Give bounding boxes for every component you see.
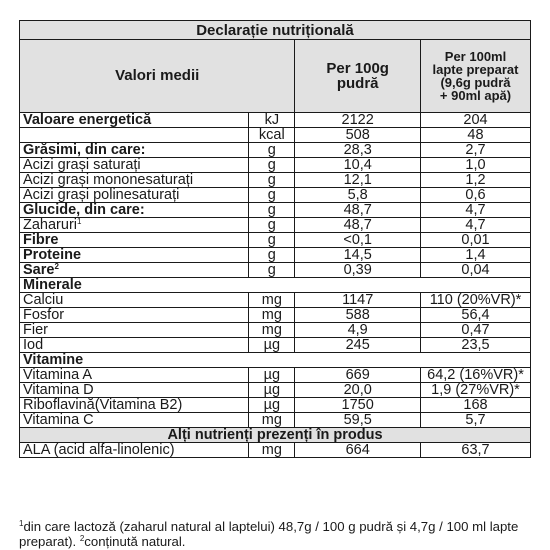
nutrient-unit [249,338,295,353]
value-per-100ml-text: 48 [467,127,484,143]
value-per-100ml-text: 4,7 [465,217,486,233]
value-per-100g-text: 12,1 [343,172,372,188]
nutrient-name [20,413,249,428]
value-per-100g-text: 59,5 [343,412,372,428]
value-per-100g-text: 5,8 [347,187,368,203]
table-row [20,368,531,383]
value-per-100g-text: 664 [345,442,370,458]
nutrient-name [20,173,249,188]
minerals-section [20,278,531,293]
nutrient-name-text: Iod [23,337,44,353]
table-row [20,233,531,248]
value-per-100g-text: 1147 [342,292,374,308]
value-per-100g [295,293,421,308]
nutrient-unit [249,113,295,128]
value-per-100ml-text: 23,5 [461,337,490,353]
nutrient-unit-text: g [267,217,276,233]
nutrient-name [20,203,249,218]
nutrient-unit [249,128,295,143]
value-per-100ml-text: 5,7 [465,412,486,428]
value-per-100ml-text: 4,7 [465,202,486,218]
value-per-100ml-text: 1,9 (27%VR)* [431,382,520,398]
table-row [20,173,531,188]
nutrient-unit [249,443,295,458]
nutrient-name-text: Acizi grași mononesaturați [23,172,194,188]
value-per-100g [295,338,421,353]
nutrient-unit-text: mg [261,412,282,428]
value-per-100ml [421,233,531,248]
table-row [20,293,531,308]
value-per-100g [295,128,421,143]
table-row [20,128,531,143]
header-per-100ml-line3: (9,6g pudră [440,75,511,90]
value-per-100g-text: 28,3 [343,142,372,158]
nutrient-name-text: ALA (acid alfa-linolenic) [23,442,175,458]
nutrient-unit [249,293,295,308]
value-per-100g [295,413,421,428]
nutrient-name [20,188,249,203]
value-per-100ml [421,383,531,398]
value-per-100g [295,248,421,263]
value-per-100ml [421,293,531,308]
nutrient-unit-text: g [267,172,276,188]
nutrient-unit [249,398,295,413]
nutrient-unit-text: g [267,262,276,278]
footnote-text-2: conținută natural. [84,534,186,549]
nutrient-name-text: Zaharuri [23,217,77,233]
table-row [20,143,531,158]
nutrient-unit [249,413,295,428]
nutrient-name [20,128,249,143]
table-row [20,113,531,128]
table-row [20,188,531,203]
value-per-100ml [421,308,531,323]
footnote-ref: 1 [77,217,82,226]
nutrient-unit [249,143,295,158]
value-per-100ml [421,113,531,128]
vitamins-list [20,368,531,428]
nutrient-unit-text: g [267,157,276,173]
table-row [20,413,531,428]
value-per-100ml-text: 2,7 [465,142,486,158]
value-per-100g-text: 48,7 [343,202,372,218]
nutrient-name [20,218,249,233]
table-row [20,398,531,413]
nutrient-unit [249,248,295,263]
value-per-100g [295,113,421,128]
nutrient-name-text: Vitamina D [23,382,94,398]
value-per-100g-text: 4,9 [347,322,368,338]
nutrition-table [19,20,531,458]
footnote [19,519,539,549]
table-row [20,218,531,233]
other-title: Alți nutrienți prezenți în produs [20,428,531,443]
minerals-title: Minerale [20,278,531,293]
value-per-100ml [421,128,531,143]
value-per-100g [295,188,421,203]
footnote-text-1: din care lactoză (zaharul natural al laptelui) 48,7g / 100 g pudră și 4,7g / 100 ml lapte preparat). [19,519,519,549]
nutrient-name-text: Vitamina A [23,367,93,383]
nutrient-name-text: Riboflavină(Vitamina B2) [23,397,183,413]
table-row [20,248,531,263]
value-per-100g [295,308,421,323]
value-per-100g-text: 20,0 [343,382,372,398]
vitamins-section [20,353,531,368]
nutrient-name-text: Vitamina C [23,412,94,428]
table-row [20,308,531,323]
nutrient-unit-text: g [267,202,276,218]
footnote-ref: 2 [54,262,59,271]
table-row [20,323,531,338]
value-per-100g-text: 2122 [341,112,374,128]
nutrient-name [20,158,249,173]
header-per-100ml-line2: lapte preparat [432,62,519,77]
value-per-100g [295,203,421,218]
nutrient-unit-text: mg [261,307,282,323]
nutrient-unit [249,368,295,383]
nutrient-name [20,293,249,308]
nutrient-unit [249,233,295,248]
value-per-100g-text: 588 [345,307,370,323]
value-per-100g [295,158,421,173]
value-per-100g [295,383,421,398]
nutrient-name-text: Fibre [23,232,59,248]
value-per-100g [295,398,421,413]
value-per-100g-text: 0,39 [343,262,372,278]
other-section [20,428,531,443]
value-per-100ml [421,338,531,353]
nutrient-name [20,398,249,413]
footnote-marker-1: 1 [19,519,24,528]
nutrient-name [20,368,249,383]
nutrient-name [20,308,249,323]
value-per-100ml-text: 168 [463,397,488,413]
nutrient-name-text: Sare [23,262,55,278]
section-row [20,278,531,293]
value-per-100ml-text: 0,01 [461,232,490,248]
value-per-100g [295,263,421,278]
nutrient-name [20,113,249,128]
value-per-100g-text: 14,5 [343,247,372,263]
value-per-100ml [421,443,531,458]
nutrient-unit [249,323,295,338]
nutrient-unit [249,188,295,203]
value-per-100ml [421,188,531,203]
nutrient-unit-text: µg [263,397,281,413]
nutrient-unit-text: g [267,142,276,158]
nutrient-unit [249,383,295,398]
nutrient-name [20,263,249,278]
value-per-100g-text: 245 [345,337,370,353]
nutrient-unit-text: g [267,232,276,248]
value-per-100ml-text: 64,2 (16%VR)* [427,367,524,383]
nutrient-unit-text: mg [261,442,282,458]
nutrient-name [20,323,249,338]
value-per-100ml-text: 0,47 [461,322,490,338]
value-per-100ml [421,218,531,233]
value-per-100ml [421,203,531,218]
nutrient-name-text: Fosfor [23,307,65,323]
value-per-100g [295,443,421,458]
nutrient-unit [249,158,295,173]
nutrient-unit-text: µg [263,382,281,398]
nutrient-unit-text: µg [263,367,281,383]
value-per-100g-text: 508 [345,127,370,143]
value-per-100ml [421,158,531,173]
value-per-100ml [421,263,531,278]
minerals-list [20,293,531,353]
value-per-100g-text: 669 [345,367,370,383]
nutrient-name-text: Acizi grași saturați [23,157,141,173]
nutrient-unit-text: mg [261,322,282,338]
nutrient-unit [249,203,295,218]
nutrient-name-text: Fier [23,322,48,338]
header-per-100ml [421,40,531,113]
nutrient-name-text: Glucide, din care: [23,202,145,218]
nutrient-name-text: Proteine [23,247,82,263]
nutrient-unit-text: g [267,187,276,203]
value-per-100ml [421,368,531,383]
table-row [20,338,531,353]
nutrient-unit [249,263,295,278]
value-per-100ml [421,398,531,413]
value-per-100g [295,173,421,188]
value-per-100ml-text: 0,04 [461,262,490,278]
header-per-100g [295,40,421,113]
nutrient-name [20,233,249,248]
header-per-100ml-line1: Per 100ml [444,49,507,64]
value-per-100ml [421,248,531,263]
title-row [20,21,531,40]
value-per-100ml-text: 0,6 [465,187,486,203]
nutrient-name-text: Calciu [23,292,64,308]
nutrient-unit-text: mg [261,292,282,308]
value-per-100ml [421,413,531,428]
value-per-100g-text: 48,7 [343,217,372,233]
value-per-100ml [421,173,531,188]
header-per-100ml-line4: + 90ml apă) [439,88,512,103]
section-row [20,353,531,368]
nutrient-name [20,443,249,458]
other-list [20,443,531,458]
value-per-100ml [421,143,531,158]
table-row [20,383,531,398]
table-row [20,203,531,218]
section-row [20,428,531,443]
vitamins-title: Vitamine [20,353,531,368]
nutrient-name [20,248,249,263]
nutrition-declaration-panel [19,20,531,458]
nutrient-name-text: Acizi grași polinesaturați [23,187,180,203]
footnote-marker-2: 2 [79,534,85,543]
value-per-100ml-text: 110 (20%VR)* [429,292,522,308]
value-per-100g [295,218,421,233]
value-per-100g-text: 1750 [341,397,374,413]
value-per-100g [295,368,421,383]
value-per-100ml-text: 204 [463,112,488,128]
value-per-100ml-text: 63,7 [461,442,490,458]
header-per-100g-text: Per 100g pudră [326,60,389,92]
nutrient-unit-text: g [267,247,276,263]
nutrient-unit-text: kcal [258,127,285,143]
value-per-100g-text: <0,1 [343,232,372,248]
value-per-100ml [421,323,531,338]
value-per-100g [295,233,421,248]
value-per-100g [295,143,421,158]
value-per-100g-text: 10,4 [343,157,372,173]
nutrient-name [20,338,249,353]
nutrient-name-text: Valoare energetică [23,112,152,128]
header-label: Valori medii [20,40,295,113]
nutrient-unit [249,308,295,323]
nutrient-unit-text: µg [263,337,281,353]
value-per-100g [295,323,421,338]
nutrient-name-text: Grăsimi, din care: [23,142,146,158]
main-nutrients [20,113,531,278]
value-per-100ml-text: 56,4 [461,307,490,323]
nutrient-unit-text: kJ [264,112,280,128]
nutrient-unit [249,173,295,188]
value-per-100ml-text: 1,0 [465,157,486,173]
header-row [20,40,531,113]
nutrient-name [20,383,249,398]
table-title: Declarație nutrițională [20,21,531,40]
value-per-100ml-text: 1,2 [465,172,486,188]
table-row [20,443,531,458]
value-per-100ml-text: 1,4 [465,247,486,263]
nutrient-name [20,143,249,158]
table-row [20,263,531,278]
table-row [20,158,531,173]
nutrient-unit [249,218,295,233]
